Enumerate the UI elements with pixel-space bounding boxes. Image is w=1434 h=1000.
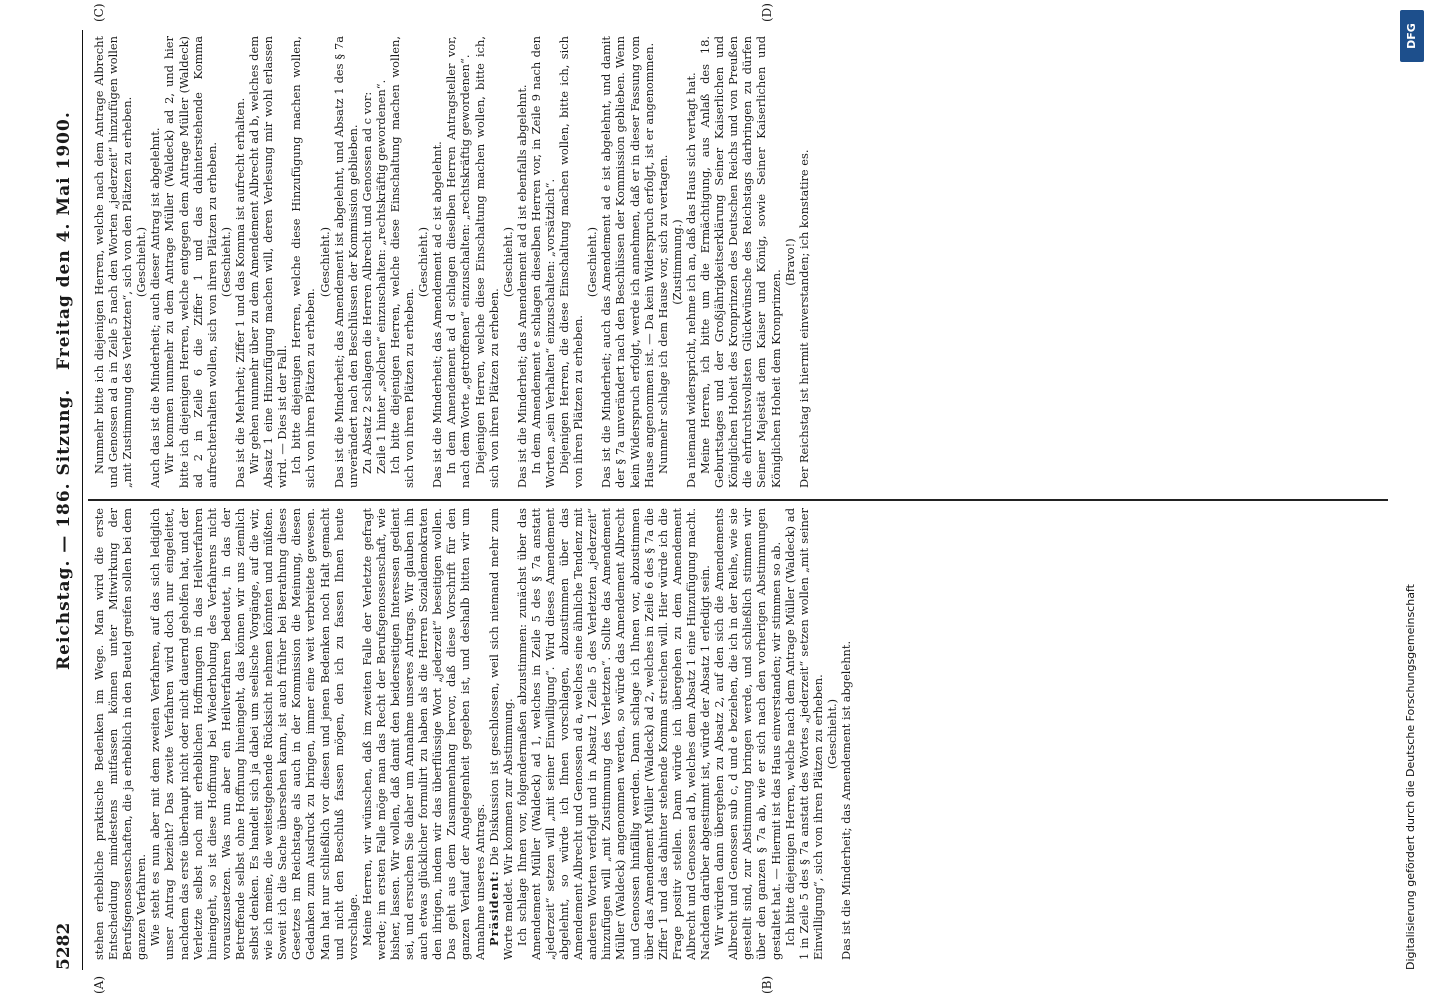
paragraph: Das ist die Minderheit; auch das Amendement ad e ist abgelehnt, und damit der § 7a unverändert nach den Beschlüssen der Kommission geblieben. Wenn kein Widerspruch erfolgt, werde ich annehmen, daß er in dieser Fassung vom Hause angenommen ist. — Da kein Widerspruch erfolgt, ist er angenommen.: [599, 36, 656, 488]
paragraph: Nunmehr schlage ich dem Hause vor, sich zu vertagen.: [655, 154, 670, 474]
paragraph: Nunmehr bitte ich diejenigen Herren, welche nach dem Antrage Albrecht und Genossen ad a in Zeile 5 nach den Worten „jederzeit“ hinzufügen wollen „mit Zustimmung des Verletzten“, sich von den Plätzen zu erheben.: [92, 36, 135, 488]
stage-direction: (Bravo!): [782, 238, 797, 286]
paragraph: Meine Herren, ich bitte um die Ermächtigung, aus Anlaß des 18. Geburtstages und der Großjährigkeitserklärung Seiner Kaiserlichen und Königlichen Hoheit des Kronprinzen des Deutschen Reichs und von Preußen die ehrfurchtsvollsten Glückwünsche des Reichstags darbringen zu dürfen Seiner Majestät dem Kaiser und König, sowie Seiner Kaiserlichen und Königlichen Hoheit dem Kronprinzen.: [698, 36, 783, 488]
paragraph: Das ist die Minderheit; das Amendement ad c ist abgelehnt.: [430, 141, 445, 488]
paragraph: In dem Amendement ad d schlagen dieselben Herren Antragsteller vor, nach dem Worte „getroffenen“ einzuschalten: „rechtskräftig gewordenen“.: [444, 36, 473, 488]
funding-notice: Digitalisierung gefördert durch die Deutsche Forschungsgemeinschaft: [1404, 584, 1417, 970]
paragraph: Meine Herren, wir wünschen, daß im zweiten Falle der Verletzte gefragt werde; im ersten Falle möge man das Recht der Berufsgenossenschaft, wie bisher, lassen. Wir wollen, daß damit den beiderseitigen Interessen gedient sei, und ersuchen Sie daher um Annahme unseres Antrags. Wir glauben ihn auch etwas glücklicher formulirt zu haben als die Herren Sozialdemokraten den ihrigen, indem wir das überflüssige Wort „jederzeit“ beseitigen wollen. Das geht aus dem Zusammenhang hervor, daß diese Vorschrift für den ganzen Verlauf der Angelegenheit gegeben ist, und deshalb bitten wir um Annahme unseres Antrags.: [359, 508, 487, 960]
paragraph: Da niemand widerspricht, nehme ich an, daß das Haus sich vertagt hat.: [683, 72, 698, 488]
paragraph: Das ist die Minderheit; das Amendement ist abgelehnt.: [838, 640, 853, 960]
speaker-paragraph: [487, 508, 515, 960]
paragraph: Diejenigen Herren, die diese Einschaltung machen wollen, bitte ich, sich von ihren Plätzen zu erheben.: [557, 36, 586, 488]
paragraph: Der Reichstag ist hiermit einverstanden; ich konstatire es.: [796, 149, 811, 488]
rotated-document-page: [40, 0, 1400, 1000]
paragraph: Ich bitte diejenigen Herren, welche diese Einschaltung machen wollen, sich von ihren Plätzen zu erheben.: [387, 36, 417, 488]
paragraph: Wir würden dann übergehen zu Absatz 2, auf den sich die Amendements Albrecht und Genossen sub c, d und e beziehen, die ich in der Reihe, wie sie gestellt sind, zur Abstimmung bringen werde, und schließlich stimmen wir über den ganzen § 7a ab, wie er sich nach den vorherigen Abstimmungen gestaltet hat. — Hiermit ist das Haus einverstanden; wir stimmen so ab.: [712, 508, 783, 960]
right-text-column: [92, 36, 1392, 488]
paragraph: In dem Amendement e schlagen dieselben Herren vor, in Zeile 9 nach den Worten „sein Verhalten“ einzuschalten: „vorsätzlich“.: [528, 36, 557, 488]
paragraph: Wie steht es nun aber mit dem zweiten Verfahren, auf das sich lediglich unser Antrag bezieht? Das zweite Verfahren wird doch nur eingeleitet, nachdem das erste überhaupt nicht oder nicht dauernd geholfen hat, und der Verletzte selbst noch mit erheblichen Hoffnungen in das Heilverfahren hineingeht, so ist diese Hoffnung bei Wiederholung des Verfahrens nicht vorauszusetzen. Was nun aber ein Heilverfahren bedeutet, in das der Betreffende selbst ohne Hoffnung hineingeht, das können wir uns ziemlich selbst denken. Es handelt sich ja dabei um seelische Vorgänge, auf die wir, wie ich meine, die weitestgehende Rücksicht nehmen könnten und müßten. Soweit ich die Sache übersehen kann, ist auch früher bei Berathung dieses Gesetzes im Reichstage als auch in der Kommission die Meinung, diesen Gedanken zum Ausdruck zu bringen, immer eine weit verbreitete gewesen. Man hat nur schließlich vor diesen und jenen Bedenken noch Halt gemacht und nicht den Beschluß fassen mögen, den ich zu fassen Ihnen heute vorschlage.: [148, 508, 360, 960]
paragraph: Diejenigen Herren, welche diese Einschaltung machen wollen, bitte ich, sich von ihren Plätzen zu erheben.: [472, 36, 501, 488]
speaker-name: Präsident:: [486, 870, 501, 946]
margin-marker-d: (D): [760, 3, 774, 22]
column-divider: [88, 500, 1388, 502]
paragraph: Wir kommen nunmehr zu dem Antrage Müller (Waldeck) ad 2, und hier bitte ich diejenigen Herren, welche entgegen dem Antrage Müller (Waldeck) ad 2 in Zeile 6 die Ziffer 1 und das dahinterstehende Komma aufrechterhalten wollen, sich von ihren Plätzen zu erheben.: [162, 36, 219, 488]
paragraph: Das ist die Minderheit; das Amendement ist abgelehnt, und Absatz 1 des § 7a unverändert nach den Beschlüssen der Kommission geblieben.: [331, 36, 360, 488]
session-date: Freitag den 4. Mai 1900.: [54, 111, 74, 370]
page-number: 5282: [54, 922, 74, 970]
speaker-text: Die Diskussion ist geschlossen, weil sich niemand mehr zum Worte meldet. Wir kommen zur Abstimmung.: [486, 508, 515, 960]
paragraph: Wir gehen nunmehr über zu dem Amendement Albrecht ad b, welches dem Absatz 1 eine Hinzufügung machen will, deren Verlesung mir wohl erlassen wird. — Dies ist der Fall.: [247, 36, 290, 488]
paragraph: Ich bitte diejenigen Herren, welche diese Hinzufügung machen wollen, sich von ihren Plätzen zu erheben.: [289, 36, 318, 488]
margin-marker-a: (A): [92, 975, 106, 994]
paragraph: Zu Absatz 2 schlagen die Herren Albrecht und Genossen ad c vor:: [359, 91, 374, 474]
stage-direction: (Geschieht.): [585, 226, 600, 298]
stage-direction: (Geschieht.): [134, 226, 149, 298]
paragraph: stehen erhebliche praktische Bedenken im Wege. Man wird die erste Entscheidung mindestens mitfassen können unter Mitwirkung der Berufsgenossenschaften, die ja erheblich in den Beutel greifen sollen bei dem ganzen Verfahren.: [92, 508, 149, 960]
stage-direction: (Geschieht.): [416, 226, 431, 298]
page-header: [48, 30, 83, 970]
session-title: Reichstag. — 186. Sitzung.: [54, 388, 74, 670]
paragraph: Zeile 1 hinter „solchen“ einzuschalten: „rechtskräftig gewordenen“.: [373, 79, 388, 474]
stage-direction: (Geschieht.): [317, 226, 332, 298]
paragraph: Ich schlage Ihnen vor, folgendermaßen abzustimmen: zunächst über das Amendement Müller (Waldeck) ad 1, welches in Zeile 5 des § 7a anstatt „jederzeit“ setzen will „mit seiner Einwilligung“. Wird dieses Amendement abgelehnt, so würde ich Ihnen vorschlagen, abzustimmen über das Amendement Albrecht und Genossen ad a, welches eine ähnliche Tendenz mit anderen Worten verfolgt und in Absatz 1 Zeile 5 des Verletzten „jederzeit“ hinzufügen will „mit Zustimmung des Verletzten“. Sollte das Amendement Müller (Waldeck) angenommen werden, so würde das Amendement Albrecht und Genossen hinfällig werden. Dann schlage ich Ihnen vor, abzustimmen über das Amendement Müller (Waldeck) ad 2, welches in Zeile 6 des § 7a die Ziffer 1 und das dahinter stehende Komma streichen will. Hier würde ich die Frage positiv stellen. Dann würde ich übergehen zu dem Amendement Albrecht und Genossen ad b, welches dem Absatz 1 eine Hinzufügung macht. Nachdem darüber abgestimmt ist, würde der Absatz 1 erledigt sein.: [514, 508, 713, 960]
paragraph: Auch das ist die Minderheit; auch dieser Antrag ist abgelehnt.: [148, 127, 163, 488]
margin-marker-b: (B): [760, 975, 774, 994]
paragraph: Ich bitte diejenigen Herren, welche nach dem Antrage Müller (Waldeck) ad 1 in Zeile 5 des § 7a anstatt des Wortes „jederzeit“ setzen wollen „mit seiner Einwilligung“, sich von ihren Plätzen zu erheben.: [782, 508, 825, 960]
dfg-logo-label: DFG: [1405, 23, 1418, 49]
left-text-column: [92, 508, 1392, 960]
paragraph: Das ist die Minderheit; das Amendement ad d ist ebenfalls abgelehnt.: [514, 84, 529, 488]
funding-sidenote: [1400, 10, 1426, 970]
stage-direction: (Zustimmung.): [669, 219, 684, 305]
stage-direction: (Geschieht.): [218, 226, 233, 298]
paragraph: Das ist die Mehrheit; Ziffer 1 und das Komma ist aufrecht erhalten.: [232, 97, 247, 488]
stage-direction: (Geschieht.): [824, 698, 839, 770]
stage-direction: (Geschieht.): [500, 226, 515, 298]
margin-marker-c: (C): [92, 3, 106, 22]
